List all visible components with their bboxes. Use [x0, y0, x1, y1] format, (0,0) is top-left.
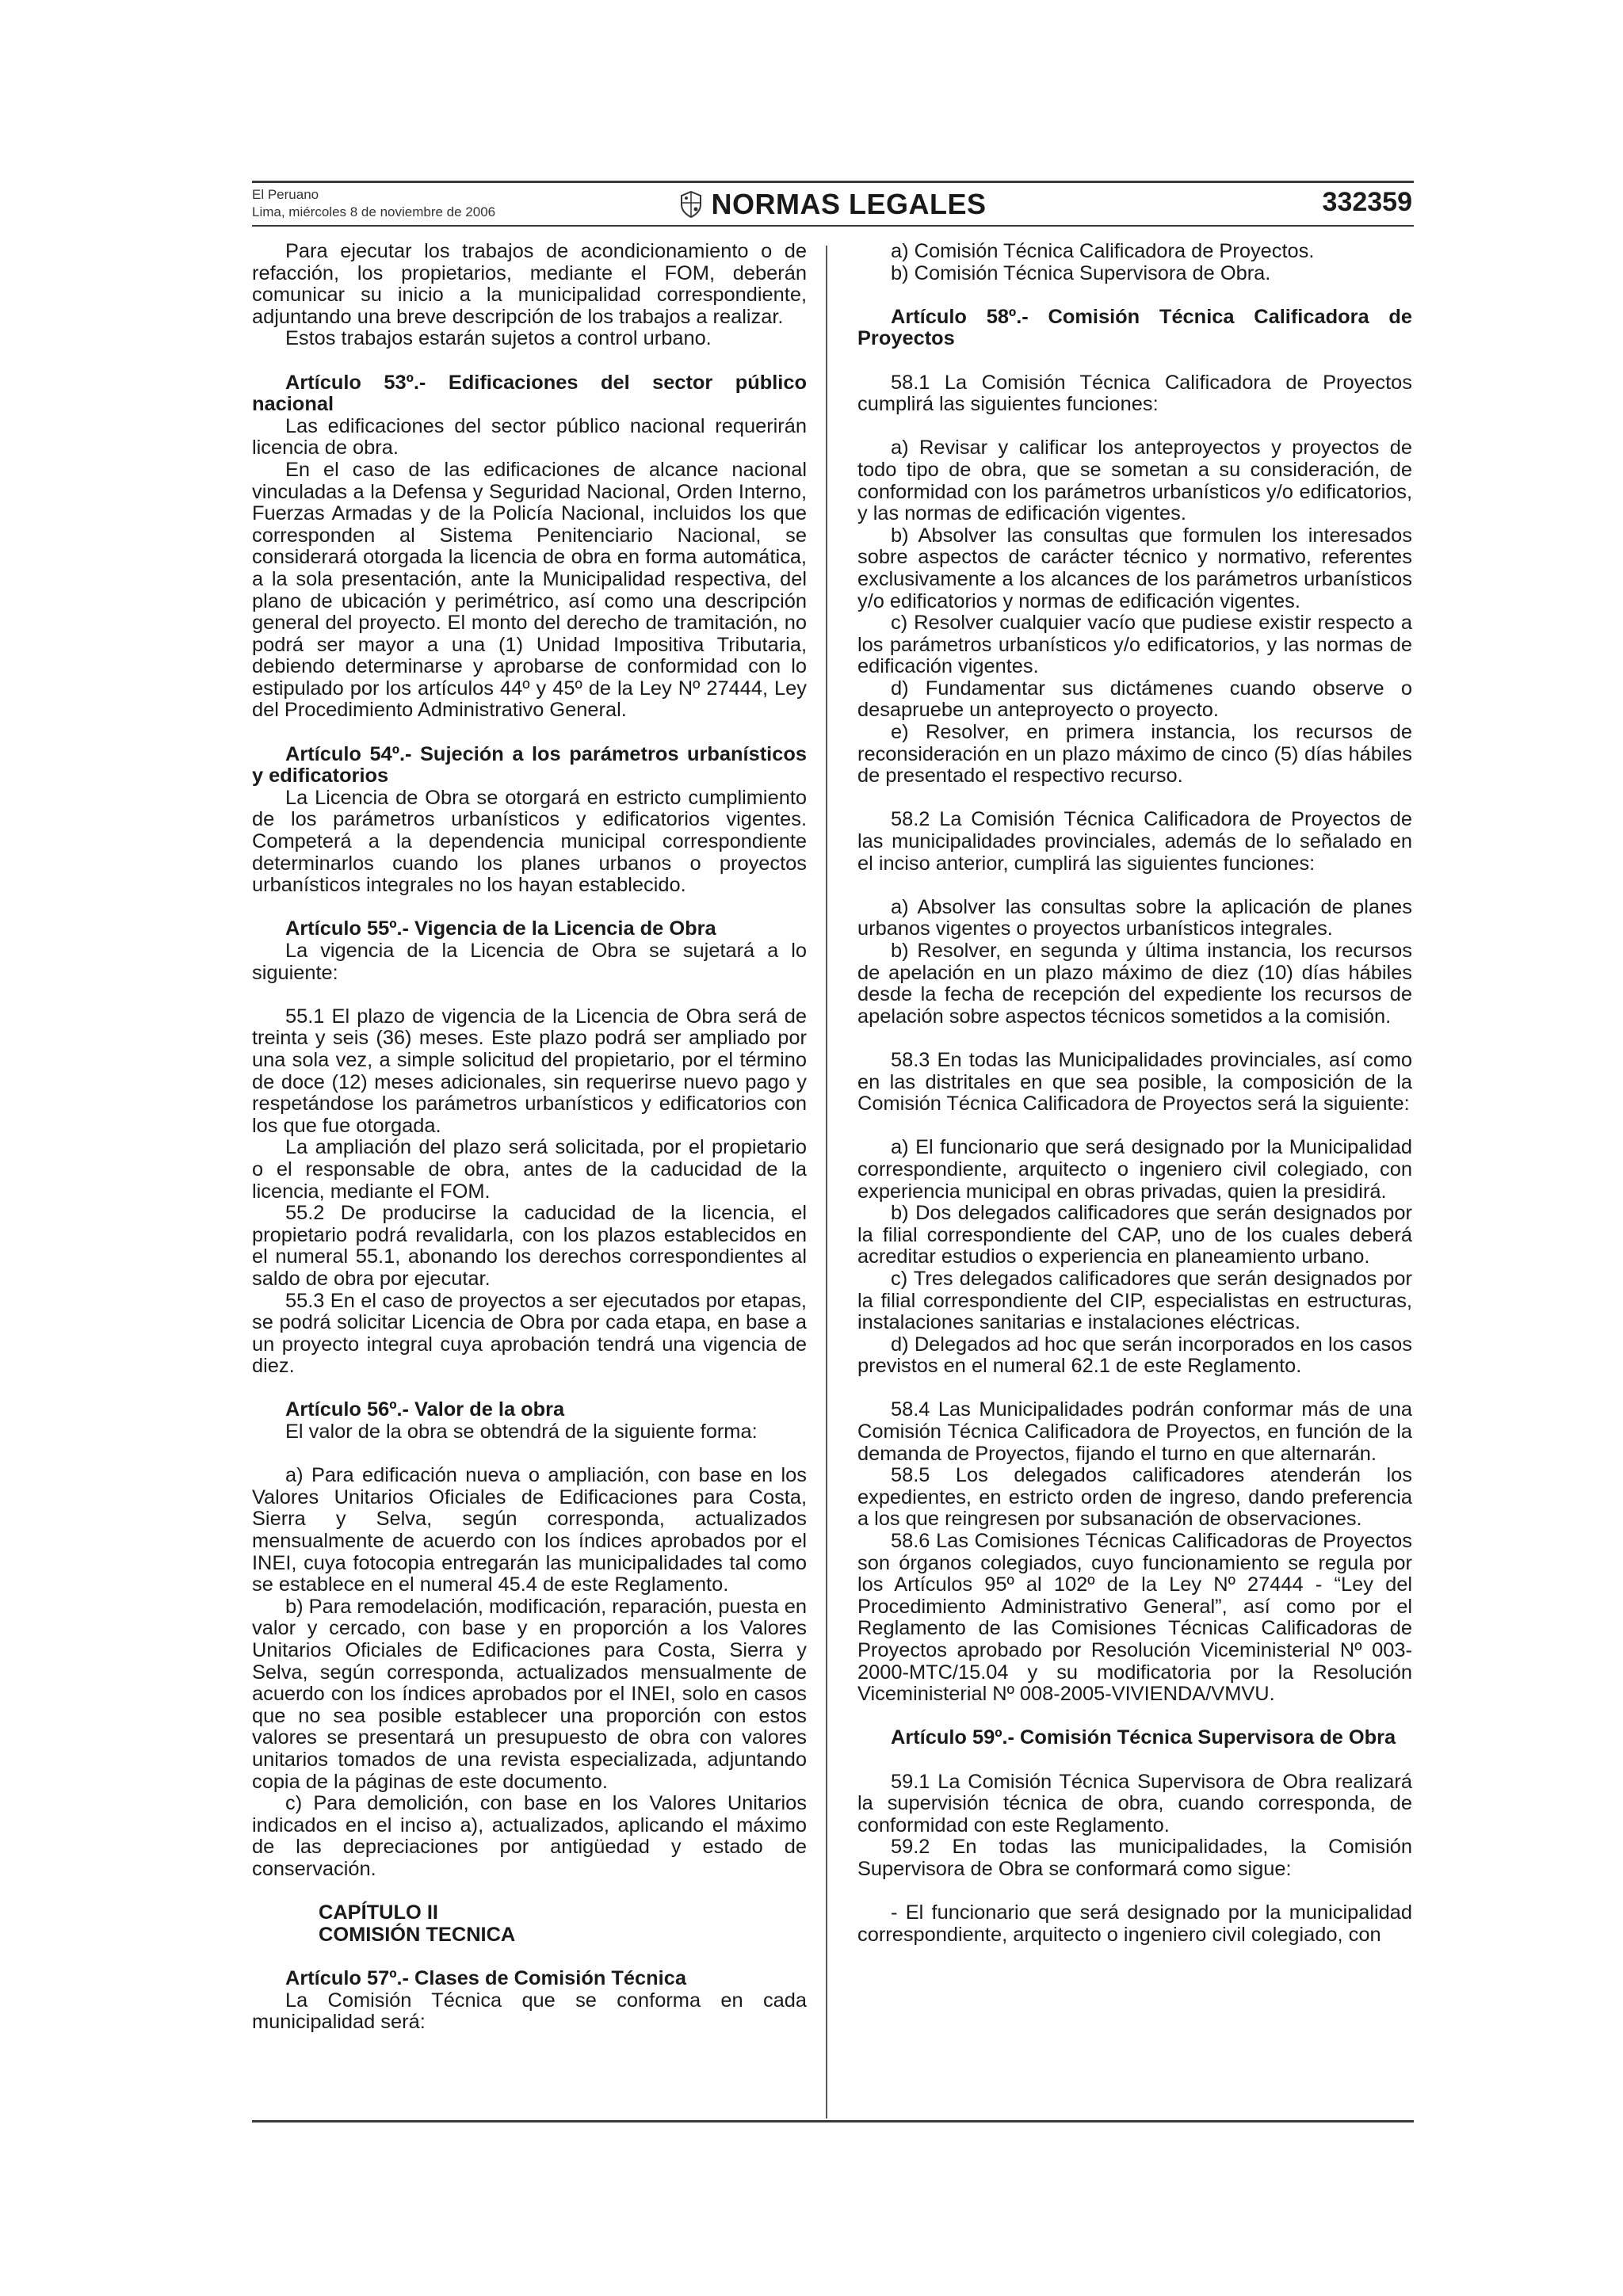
body-paragraph: Para ejecutar los trabajos de acondicionamiento o de refacción, los propietarios, mediante el FOM, deberán comunicar su inicio a la municipalidad correspondiente, adjuntando una breve descripción de los trabajos a realizar.: [252, 240, 807, 328]
paragraph-gap: [857, 416, 1412, 438]
header-top-rule: [252, 181, 1414, 183]
body-paragraph: 55.1 El plazo de vigencia de la Licencia de Obra será de treinta y seis (36) meses. Este plazo podrá ser ampliado por una sola vez, a simple solicitud del propietario, por el término de doce (12) meses adicionales, sin requerirse nuevo pago y respetándose los parámetros urbanísticos y edificatorios con los que fue otorgada.: [252, 1005, 807, 1137]
paragraph-gap: [252, 1444, 807, 1466]
body-paragraph: La Licencia de Obra se otorgará en estricto cumplimiento de los parámetros urbanísticos y edificatorios vigentes. Competerá a la dependencia municipal correspondiente determinarlos cuando los planes urbanos o proyectos urbanísticos integrales no los hayan establecido.: [252, 786, 807, 897]
article-heading: Artículo 58º.- Comisión Técnica Calificadora de Proyectos: [857, 305, 1412, 350]
paragraph-gap: [857, 1881, 1412, 1903]
body-paragraph: b) Dos delegados calificadores que serán designados por la filial correspondiente del CAP, uno de los cuales deberá acreditar estudios o experiencia en planeamiento urbano.: [857, 1202, 1412, 1268]
article-heading: Artículo 54º.- Sujeción a los parámetros urbanísticos y edificatorios: [252, 742, 807, 788]
paragraph-gap: [252, 1378, 807, 1400]
paragraph-gap: [857, 1028, 1412, 1050]
publication-date: Lima, miércoles 8 de noviembre de 2006: [252, 204, 496, 219]
body-paragraph: La ampliación del plazo será solicitada, por el propietario o el responsable de obra, antes de la caducidad de la licencia, mediante el FOM.: [252, 1136, 807, 1203]
right-text-column: [857, 241, 1412, 1946]
article-heading: Artículo 56º.- Valor de la obra: [285, 1398, 565, 1421]
body-paragraph: a) Para edificación nueva o ampliación, con base en los Valores Unitarios Oficiales de Edificaciones para Costa, Sierra y Selva, según corresponda, actualizados mensualmente de acuerdo con los índices aprobados por el INEI, cuya fotocopia entregarán las municipalidades tal como se establece en el numeral 45.4 de este Reglamento.: [252, 1464, 807, 1596]
body-paragraph: d) Fundamentar sus dictámenes cuando observe o desapruebe un anteproyecto o proyecto.: [857, 677, 1412, 722]
header-bottom-rule: [252, 225, 1414, 227]
body-paragraph: 58.4 Las Municipalidades podrán conformar más de una Comisión Técnica Calificadora de Proyectos, en función de la demanda de Proyectos, fijando el turno en que alternarán.: [857, 1398, 1412, 1465]
body-paragraph: b) Comisión Técnica Supervisora de Obra.: [891, 261, 1271, 284]
body-paragraph: b) Absolver las consultas que formulen los interesados sobre aspectos de carácter técnico y normativo, referentes exclusivamente a los alcances de los parámetros urbanísticos y/o edificatorios y normas de edificación vigentes.: [857, 524, 1412, 612]
body-paragraph: 55.3 En el caso de proyectos a ser ejecutados por etapas, se podrá solicitar Licencia de Obra por cada etapa, en base a un proyecto integral cuya aprobación tendrá una vigencia de diez.: [252, 1289, 807, 1378]
chapter-heading: COMISIÓN TECNICA: [319, 1923, 516, 1946]
paragraph-gap: [252, 722, 807, 744]
body-paragraph: - El funcionario que será designado por la municipalidad correspondiente, arquitecto o ingeniero civil colegiado, con: [857, 1901, 1412, 1946]
paragraph-gap: [857, 1706, 1412, 1728]
body-paragraph: 58.2 La Comisión Técnica Calificadora de Proyectos de las municipalidades provinciales, además de lo señalado en el inciso anterior, cumplirá las siguientes funciones:: [857, 808, 1412, 875]
coat-of-arms-icon: [679, 190, 703, 219]
body-paragraph: a) Absolver las consultas sobre la aplicación de planes urbanos vigentes o proyectos urbanísticos integrales.: [857, 895, 1412, 940]
body-paragraph: a) Comisión Técnica Calificadora de Proyectos.: [891, 240, 1315, 262]
body-paragraph: a) El funcionario que será designado por la Municipalidad correspondiente, arquitecto o ingeniero civil colegiado, con experiencia municipal en obras privadas, quien la presidirá.: [857, 1136, 1412, 1203]
publication-name: El Peruano: [252, 187, 319, 202]
page-number: 332359: [1322, 187, 1412, 217]
body-paragraph: c) Tres delegados calificadores que serán designados por la filial correspondiente del CIP, especialistas en estructuras, instalaciones sanitarias e instalaciones eléctricas.: [857, 1267, 1412, 1334]
left-text-column: [252, 241, 807, 2034]
body-paragraph: a) Revisar y calificar los anteproyectos y proyectos de todo tipo de obra, que se sometan a su consideración, de conformidad con los parámetros urbanísticos y/o edificatorios, y las normas de edificación vigentes.: [857, 437, 1412, 525]
paragraph-gap: [857, 1116, 1412, 1138]
paragraph-gap: [252, 350, 807, 372]
article-heading: Artículo 55º.- Vigencia de la Licencia de Obra: [285, 917, 716, 940]
page-header: [252, 181, 1414, 228]
paragraph-gap: [857, 1749, 1412, 1772]
article-heading: Artículo 57º.- Clases de Comisión Técnica: [285, 1966, 686, 1989]
body-paragraph: Las edificaciones del sector público nacional requerirán licencia de obra.: [252, 414, 807, 460]
paragraph-gap: [252, 984, 807, 1006]
body-paragraph: d) Delegados ad hoc que serán incorporados en los casos previstos en el numeral 62.1 de este Reglamento.: [857, 1333, 1412, 1378]
paragraph-gap: [252, 1881, 807, 1903]
paragraph-gap: [857, 875, 1412, 897]
body-paragraph: c) Para demolición, con base en los Valores Unitarios indicados en el inciso a), actualizados, aplicando el máximo de las depreciaciones por antigüedad y estado de conservación.: [252, 1792, 807, 1880]
paragraph-gap: [252, 897, 807, 919]
body-paragraph: El valor de la obra se obtendrá de la siguiente forma:: [285, 1421, 758, 1444]
paragraph-gap: [857, 284, 1412, 307]
chapter-heading: CAPÍTULO II: [319, 1901, 438, 1924]
body-paragraph: e) Resolver, en primera instancia, los recursos de reconsideración en un plazo máximo de cinco (5) días hábiles de presentado el respectivo recurso.: [857, 721, 1412, 788]
article-heading: Artículo 59º.- Comisión Técnica Supervisora de Obra: [891, 1726, 1396, 1749]
body-paragraph: 59.2 En todas las municipalidades, la Comisión Supervisora de Obra se conformará como sigue:: [857, 1836, 1412, 1880]
body-paragraph: 59.1 La Comisión Técnica Supervisora de Obra realizará la supervisión técnica de obra, cuando corresponda, de conformidad con este Reglamento.: [857, 1770, 1412, 1836]
body-paragraph: Estos trabajos estarán sujetos a control urbano.: [285, 327, 712, 350]
body-paragraph: 55.2 De producirse la caducidad de la licencia, el propietario podrá revalidarla, con los plazos establecidos en el numeral 55.1, abonando los derechos correspondientes al saldo de obra por ejecutar.: [252, 1202, 807, 1290]
body-paragraph: c) Resolver cualquier vacío que pudiese existir respecto a los parámetros urbanísticos y/o edificatorios, y las normas de edificación vigentes.: [857, 612, 1412, 678]
paragraph-gap: [857, 350, 1412, 372]
section-title: NORMAS LEGALES: [711, 188, 987, 220]
footer-rule: [252, 2120, 1414, 2122]
body-paragraph: La Comisión Técnica que se conforma en cada municipalidad será:: [252, 1989, 807, 2034]
body-paragraph: 58.6 Las Comisiones Técnicas Calificadoras de Proyectos son órganos colegiados, cuyo funcionamiento se regula por los Artículos 95º al 102º de la Ley Nº 27444 - “Ley del Procedimiento Administrativo General”, así como por el Reglamento de las Comisiones Técnicas Calificadoras de Proyectos aprobado por Resolución Viceministerial Nº 003-2000-MTC/15.04 y su modificatoria por la Resolución Viceministerial Nº 008-2005-VIVIENDA/VMVU.: [857, 1530, 1412, 1706]
column-divider: [826, 246, 827, 2119]
paragraph-gap: [857, 1378, 1412, 1400]
body-paragraph: 58.1 La Comisión Técnica Calificadora de Proyectos cumplirá las siguientes funciones:: [857, 371, 1412, 416]
body-paragraph: 58.3 En todas las Municipalidades provinciales, así como en las distritales en que sea posible, la composición de la Comisión Técnica Calificadora de Proyectos será la siguiente:: [857, 1048, 1412, 1116]
body-paragraph: b) Resolver, en segunda y última instancia, los recursos de apelación en un plazo máximo de diez (10) días hábiles desde la fecha de recepción del expediente los recursos de apelación sobre aspectos técnicos sometidos a la comisión.: [857, 940, 1412, 1028]
article-heading: Artículo 53º.- Edificaciones del sector público nacional: [252, 371, 807, 416]
paragraph-gap: [857, 788, 1412, 810]
body-paragraph: 58.5 Los delegados calificadores atenderán los expedientes, en estricto orden de ingreso, dando preferencia a los que reingresen por subsanación de observaciones.: [857, 1464, 1412, 1531]
body-paragraph: En el caso de las edificaciones de alcance nacional vinculadas a la Defensa y Seguridad Nacional, Orden Interno, Fuerzas Armadas y de la Policía Nacional, incluidos los que corresponden al Sistema Penitenciario Nacional, se considerará otorgada la licencia de obra en forma automática, a la sola presentación, ante la Municipalidad respectiva, del plano de ubicación y perimétrico, así como una descripción general del proyecto. El monto del derecho de tramitación, no podrá ser mayor a una (1) Unidad Impositiva Tributaria, debiendo determinarse y aprobarse de conformidad con lo estipulado por los artículos 44º y 45º de la Ley Nº 27444, Ley del Procedimiento Administrativo General.: [252, 458, 807, 722]
paragraph-gap: [252, 1946, 807, 1968]
header-title-group: [648, 187, 1018, 222]
body-paragraph: La vigencia de la Licencia de Obra se sujetará a lo siguiente:: [252, 940, 807, 984]
body-paragraph: b) Para remodelación, modificación, reparación, puesta en valor y cercado, con base y en proporción a los Valores Unitarios Oficiales de Edificaciones para Costa, Sierra y Selva, según corresponda, actualizados mensualmente de acuerdo con los índices aprobados por el INEI, solo en casos que no sea posible establecer una proporción con estos valores se presentará un presupuesto de obra con valores unitarios tomados de una revista especializada, adjuntando copia de la páginas de este documento.: [252, 1595, 807, 1793]
